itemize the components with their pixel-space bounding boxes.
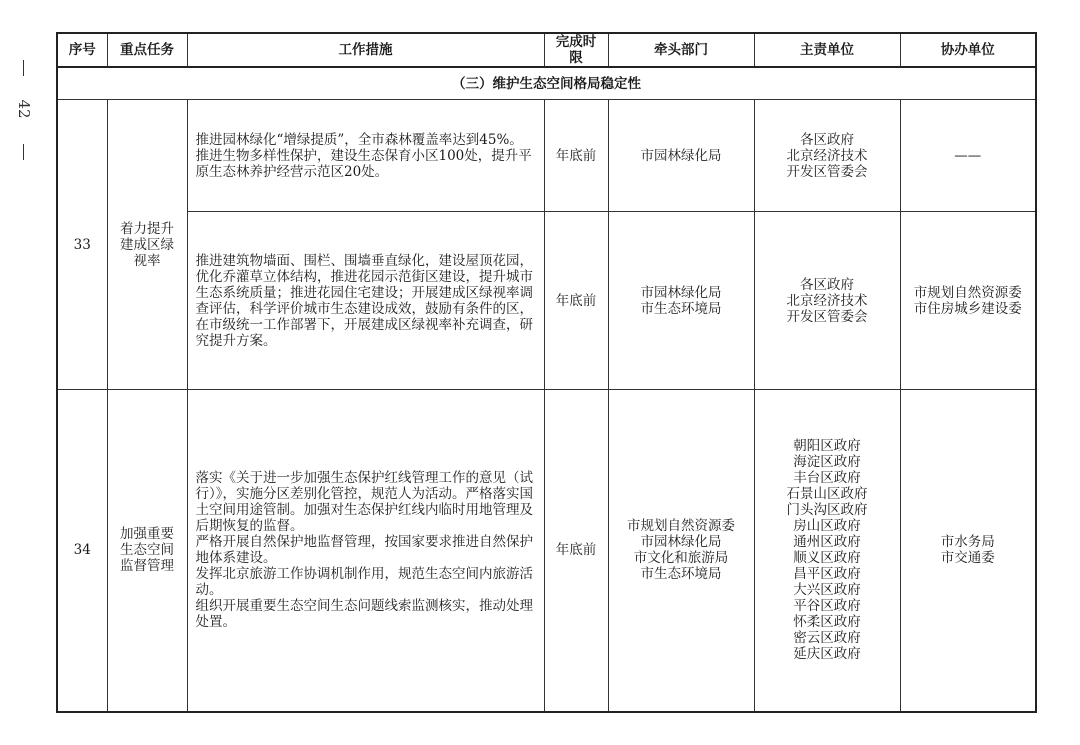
responsible-unit: 密云区政府: [793, 630, 861, 647]
responsible-unit: 门头沟区政府: [786, 502, 868, 519]
page-number: 42: [15, 99, 33, 119]
responsible-unit: 通州区政府: [793, 534, 861, 551]
header-task: 重点任务: [107, 33, 187, 67]
lead-unit: 市生态环境局: [640, 566, 722, 583]
lead-unit: 市园林绿化局: [640, 284, 722, 301]
row-33a-deadline: 年底前: [544, 100, 608, 212]
row-34-measure-text: 发挥北京旅游工作协调机制作用，规范生态空间内旅游活动。: [195, 566, 533, 599]
header-measures: 工作措施: [187, 33, 544, 67]
row-34-measure-text: 组织开展重要生态空间生态问题线索监测核实，推动处理处置。: [195, 598, 533, 631]
row-33b-lead: [608, 212, 754, 390]
responsible-unit: 北京经济技术: [786, 147, 868, 164]
responsible-unit: 各区政府: [800, 276, 854, 293]
row-34-task: 加强重要生态空间监督管理: [107, 390, 187, 712]
page-number-rule-top: [23, 60, 24, 76]
responsible-unit: 顺义区政府: [793, 550, 861, 567]
row-34-assist: [900, 390, 1036, 712]
responsible-unit: 昌平区政府: [793, 566, 861, 583]
row-33b-deadline: 年底前: [544, 212, 608, 390]
responsible-unit: 石景山区政府: [786, 486, 868, 503]
lead-unit: 市生态环境局: [640, 300, 722, 317]
row-33b-assist: [900, 212, 1036, 390]
responsible-unit: 房山区政府: [793, 518, 861, 535]
row-33b-measure-text: 推进建筑物墙面、围栏、围墙垂直绿化，建设屋顶花园，优化乔灌草立体结构，推进花园示范街区建设，提升城市生态系统质量；推进花园住宅建设；开展建成区绿视率调查评估，科学评价城市生态建设成效，鼓励有条件的区，在市级统一工作部署下，开展建成区绿视率补充调查，研究提升方案。: [195, 252, 533, 349]
responsible-unit: 丰台区政府: [793, 470, 861, 487]
row-33-task: 着力提升建成区绿视率: [107, 100, 187, 390]
responsible-unit: 北京经济技术: [786, 292, 868, 309]
assist-unit: 市水务局: [940, 534, 995, 551]
row-33a-responsible: [754, 100, 900, 212]
lead-unit: 市规划自然资源委: [627, 518, 735, 535]
row-33a-assist: ——: [900, 100, 1036, 212]
assist-unit: 市规划自然资源委: [913, 284, 1022, 301]
page-number-marker: [12, 60, 36, 160]
row-34-measure-text: 严格开展自然保护地监督管理，按国家要求推进自然保护地体系建设。: [195, 534, 533, 567]
lead-unit: 市文化和旅游局: [633, 550, 729, 567]
header-row: [57, 33, 1036, 67]
row-34-responsible: [754, 390, 900, 712]
assist-unit: 市交通委: [940, 550, 995, 567]
row-34-measures: [187, 390, 544, 712]
row-34-no: 34: [57, 390, 107, 712]
row-33b-measures: [187, 212, 544, 390]
section-row: [57, 67, 1036, 100]
table-row-34: [57, 390, 1036, 712]
responsible-unit: 朝阳区政府: [793, 438, 861, 455]
responsible-unit: 平谷区政府: [793, 598, 861, 615]
header-deadline: 完成时限: [544, 33, 608, 67]
responsible-unit: 怀柔区政府: [793, 614, 861, 631]
page-number-rule-bottom: [23, 144, 24, 160]
row-33a-measure-text: 推进园林绿化“增绿提质”，全市森林覆盖率达到45%。推进生物多样性保护，建设生态保育小区100处，提升平原生态林养护经营示范区20处。: [195, 131, 532, 180]
assist-unit: 市住房城乡建设委: [913, 300, 1022, 317]
responsible-unit: 各区政府: [800, 131, 854, 148]
row-33-no: 33: [57, 100, 107, 390]
task-table: [56, 32, 1037, 713]
header-lead: 牵头部门: [608, 33, 754, 67]
section-title: （三）维护生态空间格局稳定性: [57, 67, 1036, 100]
row-33a-measures: [187, 100, 544, 212]
row-33b-responsible: [754, 212, 900, 390]
table-row-33a: [57, 100, 1036, 212]
row-33a-lead: 市园林绿化局: [608, 100, 754, 212]
lead-unit: 市园林绿化局: [640, 534, 722, 551]
header-responsible: 主责单位: [754, 33, 900, 67]
header-assist: 协办单位: [900, 33, 1036, 67]
header-no: 序号: [57, 33, 107, 67]
table-row-33b: [57, 212, 1036, 390]
responsible-unit: 延庆区政府: [793, 646, 861, 663]
row-34-deadline: 年底前: [544, 390, 608, 712]
row-34-measure-text: 落实《关于进一步加强生态保护红线管理工作的意见（试行）》，实施分区差别化管控，规范人为活动。严格落实国土空间用途管制。加强对生态保护红线内临时用地管理及后期恢复的监督。: [195, 470, 533, 535]
responsible-unit: 大兴区政府: [793, 582, 861, 599]
row-34-lead: [608, 390, 754, 712]
responsible-unit: 海淀区政府: [793, 454, 861, 471]
responsible-unit: 开发区管委会: [786, 308, 868, 325]
responsible-unit: 开发区管委会: [786, 163, 868, 180]
